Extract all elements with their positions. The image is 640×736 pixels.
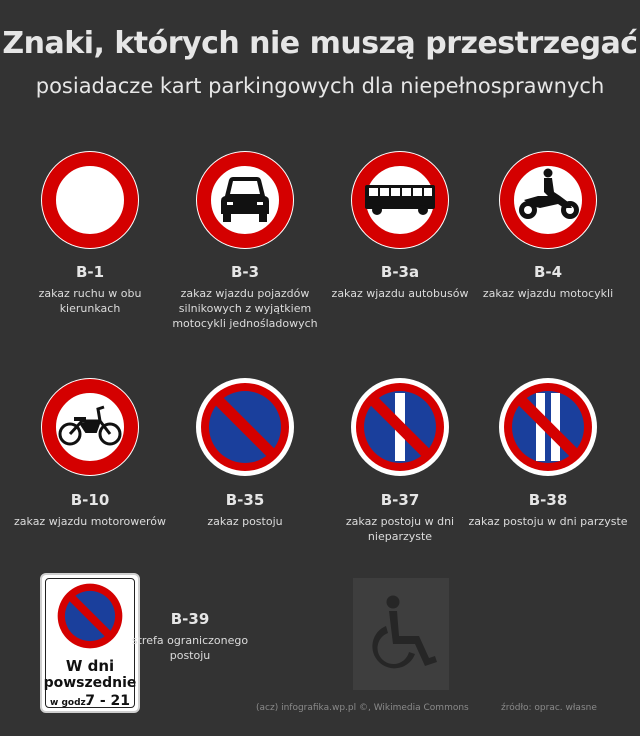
sign-desc: zakaz wjazdu pojazdów silnikowych z wyjątkiem motocykli jednośladowych [172,287,318,330]
no-parking-icon [195,377,295,477]
sign-b1 [40,150,140,250]
sign-b10 [40,377,140,477]
sign-desc: zakaz postoju [207,515,283,528]
bus-icon [350,150,450,250]
sign-b35 [195,377,295,477]
sign-code: B-35 [225,491,265,509]
page-subtitle: posiadacze kart parkingowych dla niepełnosprawnych [35,74,605,98]
sign-desc: strefa ograniczonego postoju [131,634,249,662]
footer-source: źródło: oprac. własne [501,703,597,713]
sign-code: B-4 [533,263,563,281]
sign-desc: zakaz wjazdu motorowerów [14,515,166,528]
sign-b37 [350,377,450,477]
wheelchair-box [353,578,449,690]
sign-b3a [350,150,450,250]
sign-desc: zakaz postoju w dni parzyste [468,515,628,528]
no-parking-odd-days-icon [350,377,450,477]
car-icon [195,150,295,250]
sign-code: B-37 [380,491,420,509]
sign-desc: zakaz wjazdu autobusów [331,287,469,300]
plate-text-weekdays: powszednie [43,675,137,691]
sign-b3 [195,150,295,250]
sign-code: B-38 [528,491,568,509]
no-parking-even-days-icon [498,377,598,477]
moped-icon [40,377,140,477]
sign-code: B-39 [170,610,210,628]
plate-text-hours: 7 - 21 [85,693,130,709]
motorcycle-icon [498,150,598,250]
sign-desc: zakaz wjazdu motocykli [482,287,614,300]
footer-credit: (acz) infografika.wp.pl ©, Wikimedia Commons [256,703,469,713]
empty-circle-icon [40,150,140,250]
sign-desc: zakaz ruchu w obu kierunkach [38,287,142,315]
sign-code: B-10 [70,491,110,509]
sign-code: B-3a [380,263,420,281]
sign-desc: zakaz postoju w dni nieparzyste [345,515,455,543]
sign-b38 [498,377,598,477]
sign-code: B-1 [75,263,105,281]
sign-code: B-3 [230,263,260,281]
sign-b4 [498,150,598,250]
plate-text-days: W dni [65,657,115,675]
wheelchair-icon [353,578,449,690]
page-title: Znaki, których nie muszą przestrzegać [2,26,638,61]
plate-text-hours-label: w godz. [50,698,90,708]
